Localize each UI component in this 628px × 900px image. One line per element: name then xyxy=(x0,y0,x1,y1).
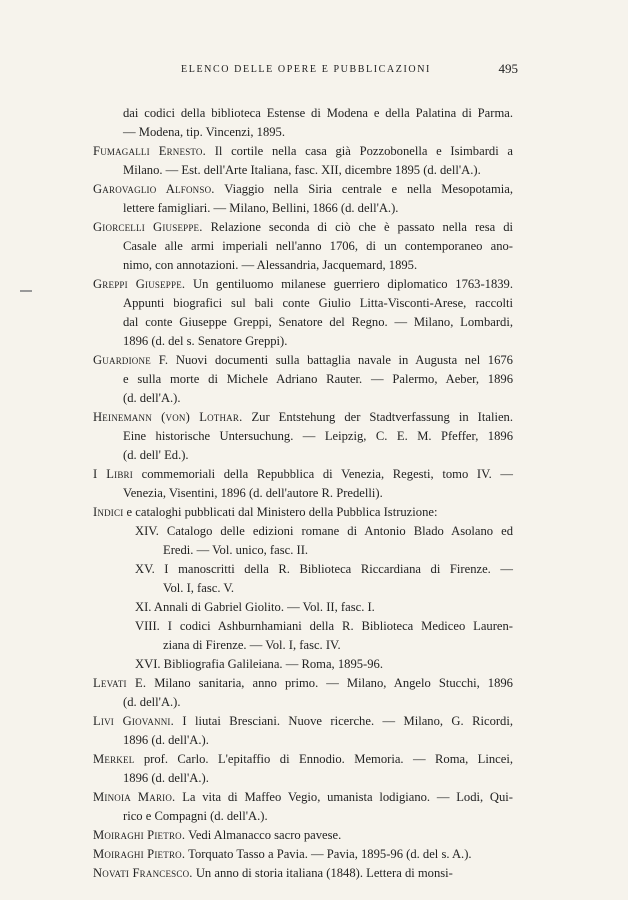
entry-author: Levati E. xyxy=(93,676,147,690)
entry-line xyxy=(135,636,513,655)
entry-line xyxy=(93,389,513,408)
entry-line xyxy=(93,313,513,332)
entry-line xyxy=(93,503,513,522)
entry-line xyxy=(93,712,513,731)
bibliography-entry xyxy=(93,864,513,883)
bibliography-entry xyxy=(135,522,513,560)
entry-text: XI. Annali di Gabriel Giolito. — Vol. II, fasc. I. xyxy=(135,600,375,614)
entry-text: Eredi. — Vol. unico, fasc. II. xyxy=(163,543,309,557)
entry-line xyxy=(93,256,513,275)
entry-text: Il cortile nella casa già Pozzobonella e Isimbardi a xyxy=(214,144,513,158)
entry-line xyxy=(93,294,513,313)
entry-line xyxy=(93,351,513,370)
entry-text: dai codici della biblioteca Estense di Modena e della Palatina di Parma. xyxy=(123,106,513,120)
entry-author: Novati Francesco. xyxy=(93,866,193,880)
entry-line xyxy=(93,237,513,256)
entry-line xyxy=(135,560,513,579)
entry-text: I liutai Bresciani. Nuove ricerche. — Milano, G. Ricordi, xyxy=(182,714,514,728)
bibliography-entry xyxy=(93,750,513,788)
bibliography-entry xyxy=(135,655,513,674)
entry-text: Viaggio nella Siria centrale e nella Mesopotamia, xyxy=(224,182,514,196)
entry-text: Un anno di storia italiana (1848). Lettera di monsi- xyxy=(195,866,453,880)
entry-line xyxy=(93,788,513,807)
entry-text: commemoriali della Repubblica di Venezia, Regesti, tomo IV. — xyxy=(141,467,513,481)
entry-text: XVI. Bibliografia Galileiana. — Roma, 1895-96. xyxy=(135,657,383,671)
entry-line xyxy=(93,104,513,123)
entry-line xyxy=(93,180,513,199)
indici-sublist xyxy=(135,522,513,674)
entry-line xyxy=(135,598,513,617)
entry-text: prof. Carlo. L'epitaffio di Ennodio. Memoria. — Roma, Lincei, xyxy=(143,752,513,766)
margin-mark xyxy=(20,290,32,292)
entry-author: Greppi Giuseppe. xyxy=(93,277,186,291)
entry-text: — Modena, tip. Vincenzi, 1895. xyxy=(123,125,286,139)
entry-text: Un gentiluomo milanese guerriero diplomatico 1763-1839. xyxy=(192,277,514,291)
entry-text: e cataloghi pubblicati dal Ministero della Pubblica Istruzione: xyxy=(126,505,438,519)
entry-text: XIV. Catalogo delle edizioni romane di Antonio Blado Asolano ed xyxy=(135,524,513,538)
entry-text: Venezia, Visentini, 1896 (d. dell'autore R. Predelli). xyxy=(123,486,383,500)
entry-author: Livi Giovanni. xyxy=(93,714,174,728)
entry-author: Guardione F. xyxy=(93,353,169,367)
entry-line xyxy=(93,845,513,864)
entry-line xyxy=(93,465,513,484)
entry-line xyxy=(93,427,513,446)
entry-text: (d. dell'A.). xyxy=(123,695,181,709)
entry-text: Milano sanitaria, anno primo. — Milano, Angelo Stucchi, 1896 xyxy=(154,676,513,690)
bibliography-entry xyxy=(93,826,513,845)
bibliography-entry xyxy=(93,788,513,826)
entry-text: Nuovi documenti sulla battaglia navale in Augusta nel 1676 xyxy=(175,353,513,367)
entry-line xyxy=(93,446,513,465)
entry-line xyxy=(93,864,513,883)
bibliography-entry xyxy=(93,218,513,275)
entry-line xyxy=(93,218,513,237)
entry-line xyxy=(135,617,513,636)
entry-text: (d. dell' Ed.). xyxy=(123,448,189,462)
entry-line xyxy=(135,541,513,560)
entry-line xyxy=(93,370,513,389)
entry-text: Appunti biografici sul bali conte Giulio Litta-Visconti-Arese, raccolti xyxy=(123,296,513,310)
entry-text: Eine historische Untersuchung. — Leipzig, C. E. M. Pfeffer, 1896 xyxy=(123,429,513,443)
entry-text: 1896 (d. dell'A.). xyxy=(123,771,209,785)
bibliography-entry xyxy=(135,617,513,655)
entry-text: (d. dell'A.). xyxy=(123,391,181,405)
entry-text: Zur Entstehung der Stadtverfassung in Italien. xyxy=(251,410,513,424)
bibliography-entry xyxy=(93,142,513,180)
entry-text: dal conte Giuseppe Greppi, Senatore del Regno. — Milano, Lombardi, xyxy=(123,315,513,329)
entry-text: e sulla morte di Michele Adriano Rauter. — Palermo, Aeber, 1896 xyxy=(123,372,513,386)
bibliography-entry xyxy=(93,351,513,408)
entry-text: ziana di Firenze. — Vol. I, fasc. IV. xyxy=(163,638,341,652)
entry-author: Merkel xyxy=(93,752,135,766)
entry-line xyxy=(93,750,513,769)
entry-text: nimo, con annotazioni. — Alessandria, Jacquemard, 1895. xyxy=(123,258,418,272)
entry-line xyxy=(93,674,513,693)
bibliography-entry xyxy=(135,560,513,598)
entry-author: I Libri xyxy=(93,467,133,481)
entry-line xyxy=(93,731,513,750)
entry-line xyxy=(135,522,513,541)
entry-author: Moiraghi Pietro. xyxy=(93,847,186,861)
bibliography-entry xyxy=(93,104,513,142)
entry-text: 1896 (d. dell'A.). xyxy=(123,733,209,747)
entry-line xyxy=(93,332,513,351)
bibliography-entry xyxy=(93,408,513,465)
entry-line xyxy=(93,275,513,294)
entry-text: Casale alle armi imperiali nell'anno 1706, di un contemporaneo ano- xyxy=(123,239,513,253)
entry-text: Torquato Tasso a Pavia. — Pavia, 1895-96 (d. del s. A.). xyxy=(188,847,472,861)
entry-author: Heinemann (von) Lothar. xyxy=(93,410,243,424)
entry-line xyxy=(93,484,513,503)
entry-line xyxy=(93,408,513,427)
entry-text: rico e Compagni (d. dell'A.). xyxy=(123,809,268,823)
entry-line xyxy=(93,142,513,161)
entry-line xyxy=(93,826,513,845)
entry-text: Relazione seconda di ciò che è passato nella resa di xyxy=(210,220,513,234)
entry-text: 1896 (d. del s. Senatore Greppi). xyxy=(123,334,288,348)
entry-line xyxy=(93,123,513,142)
bibliography-entry xyxy=(93,503,513,522)
entry-text: lettere famigliari. — Milano, Bellini, 1866 (d. dell'A.). xyxy=(123,201,399,215)
page-number: 495 xyxy=(498,61,518,76)
entry-text: XV. I manoscritti della R. Biblioteca Riccardiana di Firenze. — xyxy=(135,562,513,576)
bibliography-entry xyxy=(135,598,513,617)
bibliography-entry xyxy=(93,674,513,712)
bibliography-list xyxy=(93,104,513,883)
entry-author: Giorcelli Giuseppe. xyxy=(93,220,203,234)
running-title: ELENCO DELLE OPERE E PUBBLICAZIONI xyxy=(181,64,431,75)
bibliography-entry xyxy=(93,180,513,218)
entry-line xyxy=(93,693,513,712)
entry-text: Vol. I, fasc. V. xyxy=(163,581,235,595)
entry-text: La vita di Maffeo Vegio, umanista lodigiano. — Lodi, Qui- xyxy=(182,790,513,804)
entry-line xyxy=(135,655,513,674)
entry-line xyxy=(93,769,513,788)
entry-line xyxy=(93,807,513,826)
entry-author: Moiraghi Pietro. xyxy=(93,828,186,842)
entry-author: Minoia Mario. xyxy=(93,790,176,804)
bibliography-entry xyxy=(93,845,513,864)
entry-author: Indici xyxy=(93,505,124,519)
bibliography-entry xyxy=(93,712,513,750)
entry-author: Fumagalli Ernesto. xyxy=(93,144,206,158)
entry-author: Garovaglio Alfonso. xyxy=(93,182,215,196)
bibliography-entry xyxy=(93,465,513,503)
entry-line xyxy=(93,199,513,218)
entry-text: Milano. — Est. dell'Arte Italiana, fasc. XII, dicembre 1895 (d. dell'A.). xyxy=(123,163,481,177)
entry-line xyxy=(135,579,513,598)
entry-line xyxy=(93,161,513,180)
bibliography-entry xyxy=(93,275,513,351)
entry-text: VIII. I codici Ashburnhamiani della R. Biblioteca Mediceo Lauren- xyxy=(135,619,513,633)
entry-text: Vedi Almanacco sacro pavese. xyxy=(188,828,342,842)
